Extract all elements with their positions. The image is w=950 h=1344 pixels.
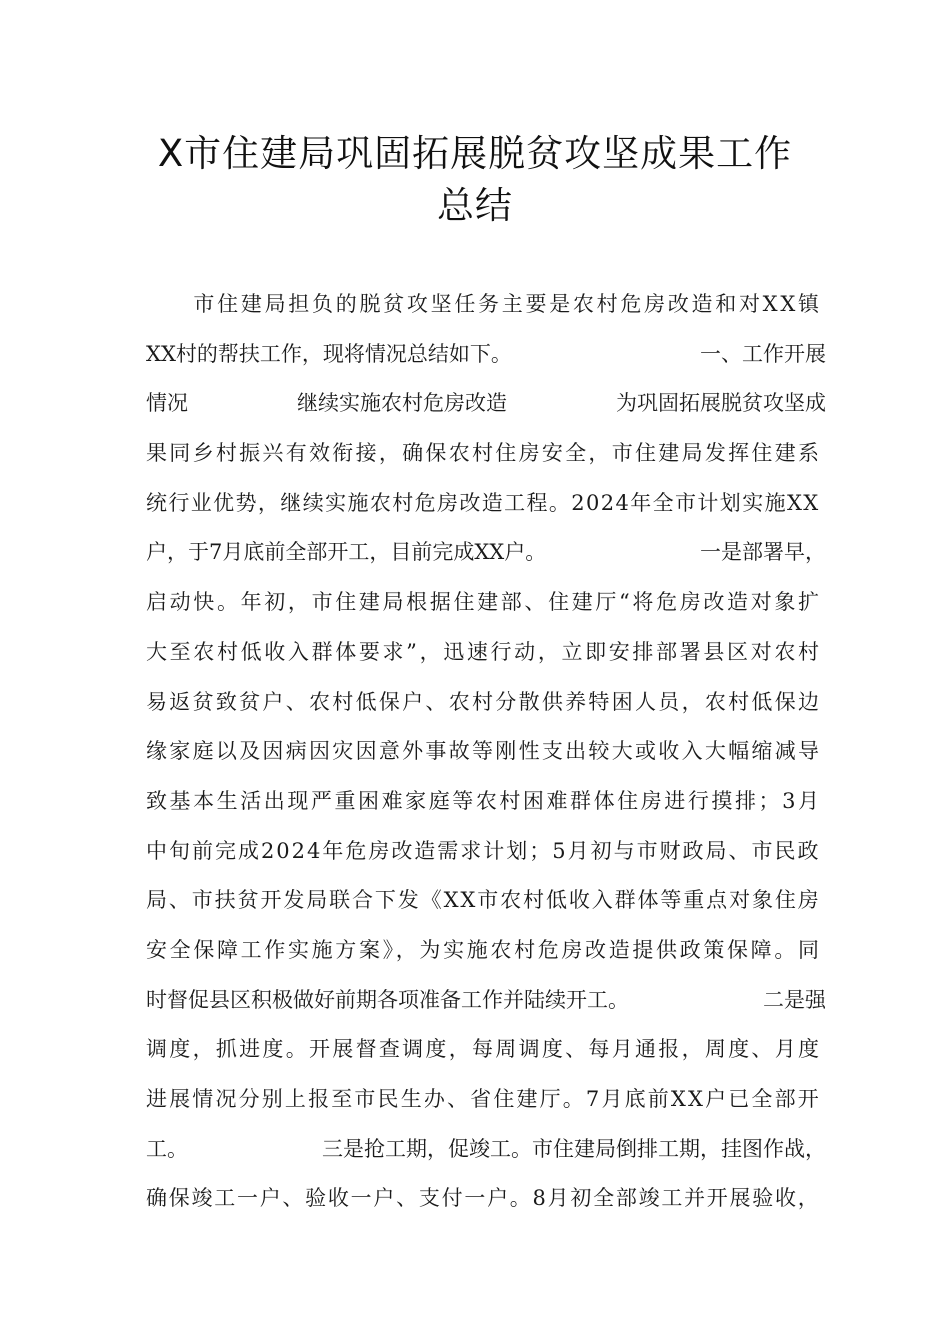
body-text-segment: 进展情况分别上报至市民生办、省住建厅。7月底前XX户已全部开	[146, 1087, 821, 1111]
body-line	[146, 1174, 826, 1224]
body-text-segment: 一是部署早，	[700, 540, 826, 565]
body-text-segment: 统行业优势，继续实施农村危房改造工程。2024年全市计划实施XX	[146, 490, 820, 515]
body-line	[146, 280, 826, 330]
body-text-segment: 致基本生活出现严重困难家庭等农村困难群体住房进行摸排；3月	[146, 788, 822, 813]
body-text-segment: 时督促县区积极做好前期各项准备工作并陆续开工。	[146, 987, 629, 1012]
body-line	[146, 1075, 826, 1125]
body-line	[146, 926, 826, 976]
body-line	[146, 528, 826, 578]
body-text-segment: XX村的帮扶工作，现将情况总结如下。	[146, 341, 512, 366]
document-body	[146, 280, 826, 1224]
body-text-segment: 市住建局担负的脱贫攻坚任务主要是农村危房改造和对XX镇	[146, 292, 822, 316]
body-text-segment: 二是强	[763, 987, 826, 1012]
document-title-line-1: X市住建局巩固拓展脱贫攻坚成果工作	[157, 132, 793, 175]
body-line	[146, 976, 826, 1026]
body-text-segment: 缘家庭以及因病因灾因意外事故等刚性支出较大或收入大幅缩减导	[146, 739, 822, 764]
body-line	[146, 876, 826, 926]
body-text-segment: 大至农村低收入群体要求”，迅速行动，立即安排部署县区对农村	[146, 639, 822, 664]
body-line	[146, 479, 826, 529]
body-text-segment: 安全保障工作实施方案》，为实施农村危房改造提供政策保障。同	[146, 937, 822, 962]
body-line	[146, 678, 826, 728]
document-title-line-2: 总结	[437, 184, 513, 227]
body-line	[146, 1025, 826, 1075]
body-text-segment: 中旬前完成2024年危房改造需求计划；5月初与市财政局、市民政	[146, 838, 821, 863]
body-text-segment: 情况	[146, 391, 188, 416]
body-line	[146, 727, 826, 777]
body-line	[146, 429, 826, 479]
body-text-segment: 果同乡村振兴有效衔接，确保农村住房安全，市住建局发挥住建系	[146, 441, 822, 466]
body-text-segment: 调度，抓进度。开展督查调度，每周调度、每月通报，周度、月度	[146, 1037, 822, 1062]
body-line	[146, 379, 826, 429]
body-text-segment: 为巩固拓展脱贫攻坚成	[616, 391, 826, 416]
body-text-segment: 确保竣工一户、验收一户、支付一户。8月初全部竣工并开展验收，	[146, 1186, 821, 1211]
body-line	[146, 330, 826, 380]
body-text-segment: 易返贫致贫户、农村低保户、农村分散供养特困人员，农村低保边	[146, 689, 822, 714]
body-line	[146, 827, 826, 877]
body-line	[146, 1125, 826, 1175]
body-line	[146, 628, 826, 678]
body-text-segment: 户，于7月底前全部开工，目前完成XX户。	[146, 540, 547, 565]
body-text-segment: 局、市扶贫开发局联合下发《XX市农村低收入群体等重点对象住房	[146, 888, 821, 913]
body-text-segment: 三是抢工期，促竣工。市住建局倒排工期，挂图作战，	[322, 1136, 826, 1161]
body-line	[146, 578, 826, 628]
body-text-segment: 一、工作开展	[700, 341, 826, 366]
body-text-segment: 继续实施农村危房改造	[297, 391, 507, 416]
body-text-segment: 工。	[146, 1136, 188, 1161]
body-line	[146, 777, 826, 827]
body-text-segment: 启动快。年初，市住建局根据住建部、住建厅“将危房改造对象扩	[146, 590, 822, 615]
